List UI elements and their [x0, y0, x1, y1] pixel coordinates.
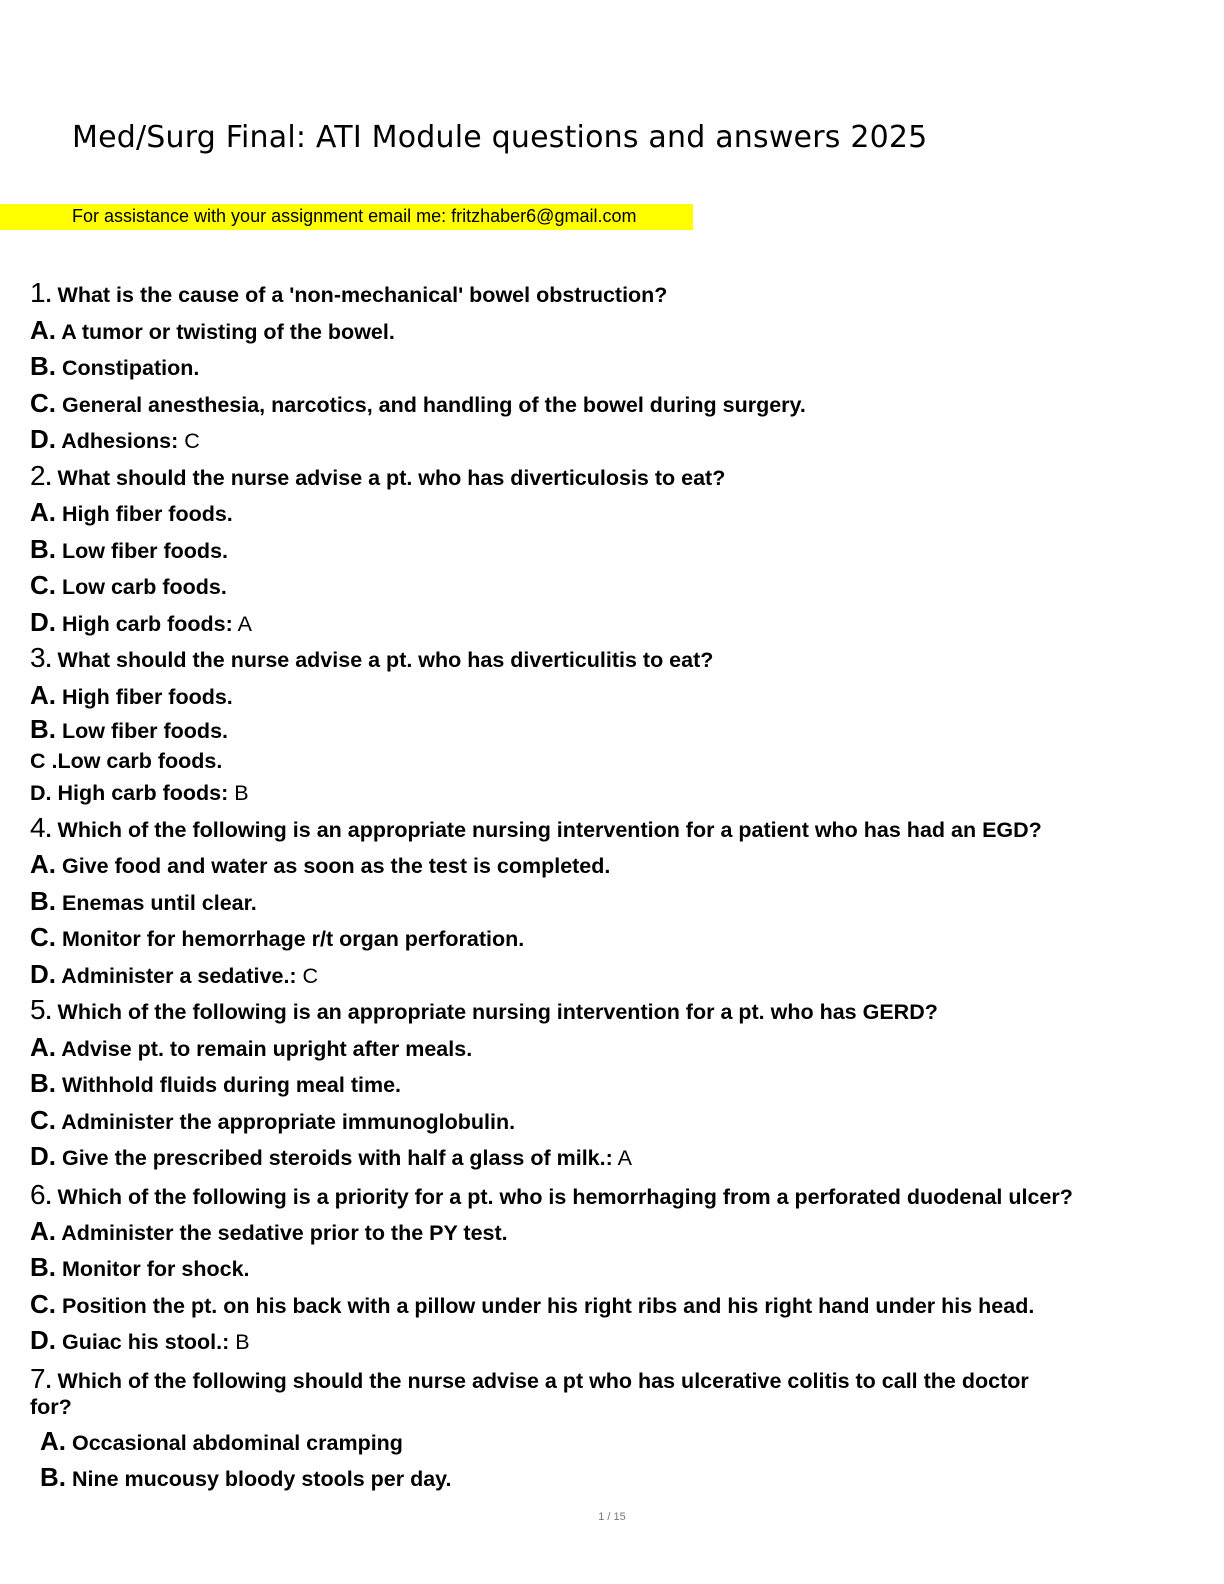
question-7: 7. Which of the following should the nurse advise a pt who has ulcerative colitis to call the doctor for? — [30, 1362, 1029, 1419]
question-6: 6. Which of the following is a priority for a pt. who is hemorrhaging from a perforated duodenal ulcer? — [30, 1178, 1073, 1210]
option-d: D. High carb foods: A — [30, 606, 252, 637]
question-list — [30, 276, 1210, 1497]
option-c: C. Low carb foods. — [30, 570, 227, 600]
option-c: C. Monitor for hemorrhage r/t organ perforation. — [30, 922, 525, 952]
option-d: D. Give the prescribed steroids with half a glass of milk.: A — [30, 1141, 632, 1171]
option-a: A. Administer the sedative prior to the PY test. — [30, 1215, 508, 1246]
answer-key: A — [232, 611, 252, 636]
option-a: A. Advise pt. to remain upright after meals. — [30, 1031, 473, 1062]
option-d: D. High carb foods: B — [30, 781, 249, 805]
assistance-banner — [0, 204, 693, 230]
assistance-text: For assistance with your assignment email me: fritzhaber6@gmail.com — [72, 206, 637, 226]
option-c: C .Low carb foods. — [30, 749, 223, 773]
question-4: 4. Which of the following is an appropriate nursing intervention for a patient who has had an EGD? — [30, 811, 1042, 843]
question-5: 5. Which of the following is an appropriate nursing intervention for a pt. who has GERD? — [30, 994, 938, 1025]
answer-key: B — [228, 781, 249, 805]
question-2: 2. What should the nurse advise a pt. who has diverticulosis to eat? — [30, 459, 726, 491]
option-c: C. Administer the appropriate immunoglobulin. — [30, 1104, 516, 1135]
option-b: B. Withhold fluids during meal time. — [30, 1068, 402, 1098]
option-d: D. Adhesions: C — [30, 424, 200, 454]
answer-key: C — [178, 429, 200, 453]
option-b: B. Enemas until clear. — [30, 885, 257, 916]
option-c: C. Position the pt. on his back with a pillow under his right ribs and his right hand under his head. — [30, 1288, 1035, 1319]
option-a: A. High fiber foods. — [30, 679, 233, 710]
option-a: A. A tumor or twisting of the bowel. — [30, 314, 395, 345]
question-3: 3. What should the nurse advise a pt. who has diverticulitis to eat? — [30, 642, 714, 673]
option-a: A. Occasional abdominal cramping — [40, 1425, 403, 1456]
document-title: Med/Surg Final: ATI Module questions and answers 2025 — [72, 120, 928, 155]
option-b: B. Nine mucousy bloody stools per day. — [40, 1462, 452, 1492]
option-b: B. Constipation. — [30, 351, 200, 381]
option-d: D. Administer a sedative.: C — [30, 958, 319, 989]
option-a: A. High fiber foods. — [30, 497, 233, 527]
question-1: 1. What is the cause of a 'non-mechanical' bowel obstruction? — [30, 277, 668, 308]
option-b: B. Low fiber foods. — [30, 533, 229, 564]
page-number: 1 / 15 — [598, 1511, 626, 1523]
option-c: C. General anesthesia, narcotics, and handling of the bowel during surgery. — [30, 387, 806, 418]
answer-key: A — [612, 1146, 632, 1170]
option-b: B. Low fiber foods. — [30, 714, 229, 744]
answer-key: B — [229, 1330, 250, 1354]
option-d: D. Guiac his stool.: B — [30, 1325, 250, 1355]
option-b: B. Monitor for shock. — [30, 1252, 250, 1282]
answer-key: C — [296, 963, 319, 988]
option-a: A. Give food and water as soon as the test is completed. — [30, 849, 611, 879]
